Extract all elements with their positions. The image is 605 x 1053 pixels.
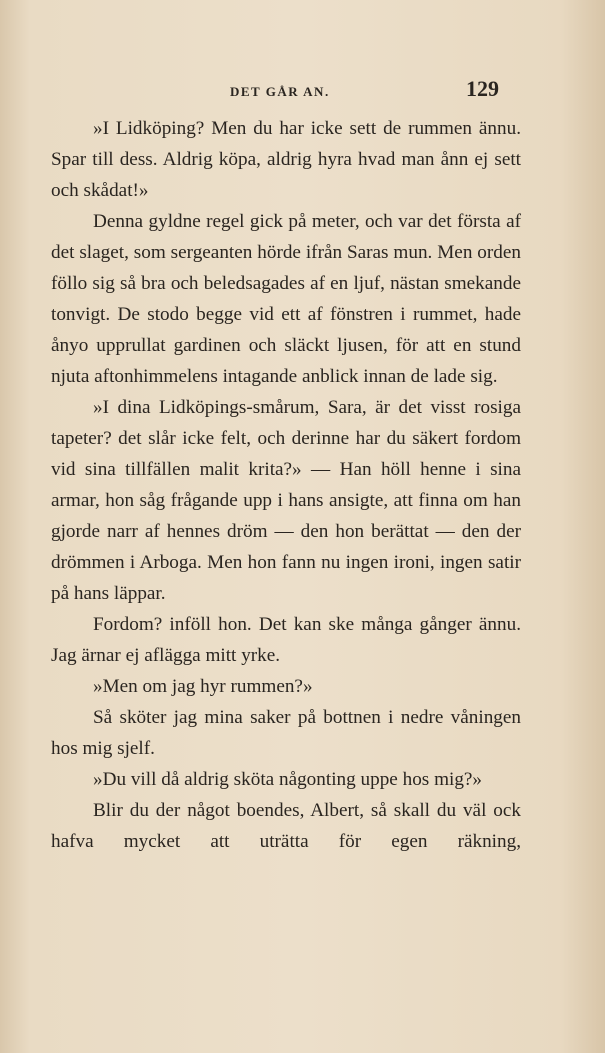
page-number: 129 [466,76,499,101]
page-header [230,76,499,106]
paragraph: »Men om jag hyr rummen?» [93,676,313,697]
paragraph: »Du vill då aldrig sköta någonting uppe hos mig?» [93,769,483,790]
paragraph: Denna gyldne regel gick på meter, och var det första af det slaget, som sergeanten hörde ifrån Saras mun. Men orden föllo sig så bra och beledsagades af en ljuf, nästan smekande tonvigt. De stodo begge vid ett af fönstren i rummet, hade ånyo upprullat gardinen och släckt ljusen, för att en stund njuta aftonhimmelens intagande anblick innan de lade sig. [51,211,521,387]
paragraph-continued: Blir du der något boendes, Albert, så skall du väl ock hafva mycket att uträtta för egen räkning, [51,800,521,852]
paragraph: Så sköter jag mina saker på bottnen i nedre våningen hos mig sjelf. [51,707,521,759]
paragraph: Fordom? inföll hon. Det kan ske många gånger ännu. Jag ärnar ej aflägga mitt yrke. [51,614,521,666]
running-head: DET GÅR AN. [230,84,330,99]
body-text [51,113,521,857]
paragraph: »I dina Lidköpings-smårum, Sara, är det visst rosiga tapeter? det slår icke felt, och derinne har du säkert fordom vid sina tillfällen malit krita?» — Han höll henne i sina armar, hon såg frågande upp i hans ansigte, att finna om han gjorde narr af hennes dröm — den hon berättat — den der drömmen i Arboga. Men hon fann nu ingen ironi, ingen satir på hans läppar. [51,397,521,604]
paragraph: »I Lidköping? Men du har icke sett de rummen ännu. Spar till dess. Aldrig köpa, aldrig hyra hvad man ånn ej sett och skådat!» [51,118,521,201]
